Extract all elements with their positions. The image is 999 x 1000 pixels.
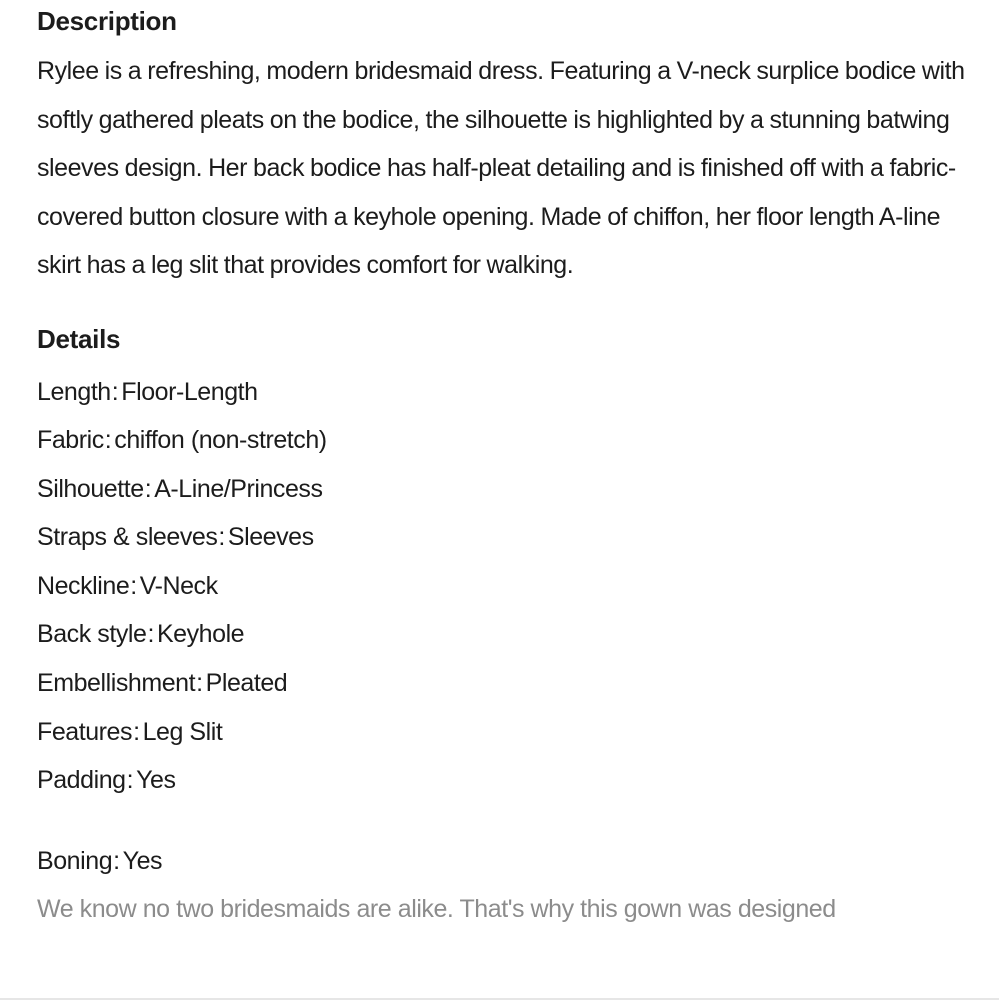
detail-value: Yes: [136, 766, 176, 795]
product-info: [37, 0, 977, 933]
detail-label: Back style: [37, 620, 147, 649]
description-text: Rylee is a refreshing, modern bridesmaid dress. Featuring a V-neck surplice bodice with softly gathered pleats on the bodice, the silhouette is highlighted by a stunning batwing sleeves design. Her back bodice has half-pleat detailing and is finished off with a fabric-covered button closure with a keyhole opening. Made of chiffon, her floor length A-line skirt has a leg slit that provides comfort for walking.: [37, 57, 965, 279]
detail-separator: :: [126, 766, 134, 795]
detail-value: Leg Slit: [142, 717, 223, 746]
detail-row-silhouette: [37, 465, 977, 514]
fading-more-text: We know no two bridesmaids are alike. That's why this gown was designed: [37, 895, 836, 924]
detail-value: V-Neck: [139, 571, 218, 600]
detail-separator: :: [196, 669, 203, 698]
detail-label: Neckline: [37, 571, 130, 600]
detail-separator: :: [147, 620, 154, 649]
detail-value: Pleated: [205, 669, 288, 698]
detail-value: Floor-Length: [121, 377, 258, 406]
detail-label: Length: [37, 377, 111, 406]
details-heading: Details: [37, 323, 121, 354]
detail-value: Yes: [122, 846, 163, 875]
detail-row-fabric: [37, 416, 977, 465]
detail-value: A-Line/Princess: [154, 474, 323, 503]
detail-separator: :: [133, 717, 140, 746]
detail-row-length: [37, 368, 977, 417]
detail-separator: :: [104, 426, 112, 455]
detail-value: Sleeves: [227, 523, 314, 552]
detail-row-straps-sleeves: [37, 513, 977, 562]
detail-row-neckline: [37, 562, 977, 611]
description-heading: Description: [37, 6, 177, 36]
detail-value: Keyhole: [156, 620, 245, 649]
detail-label: Silhouette: [37, 474, 144, 503]
detail-label: Fabric: [37, 426, 104, 455]
detail-separator: :: [111, 377, 119, 406]
detail-row-features: [37, 708, 977, 757]
details-list: [37, 368, 977, 886]
detail-separator: :: [218, 523, 225, 552]
detail-label: Boning: [37, 846, 113, 875]
detail-value: chiffon (non-stretch): [114, 426, 327, 455]
detail-row-back-style: [37, 610, 977, 659]
detail-separator: :: [144, 474, 152, 503]
detail-label: Padding: [37, 766, 126, 795]
detail-label: Straps & sleeves: [37, 523, 218, 552]
detail-row-boning: [37, 837, 977, 886]
detail-separator: :: [113, 846, 120, 875]
detail-label: Embellishment: [37, 669, 196, 698]
detail-row-embellishment: [37, 659, 977, 708]
detail-label: Features: [37, 717, 133, 746]
detail-separator: :: [130, 571, 137, 600]
detail-row-padding: [37, 756, 977, 805]
